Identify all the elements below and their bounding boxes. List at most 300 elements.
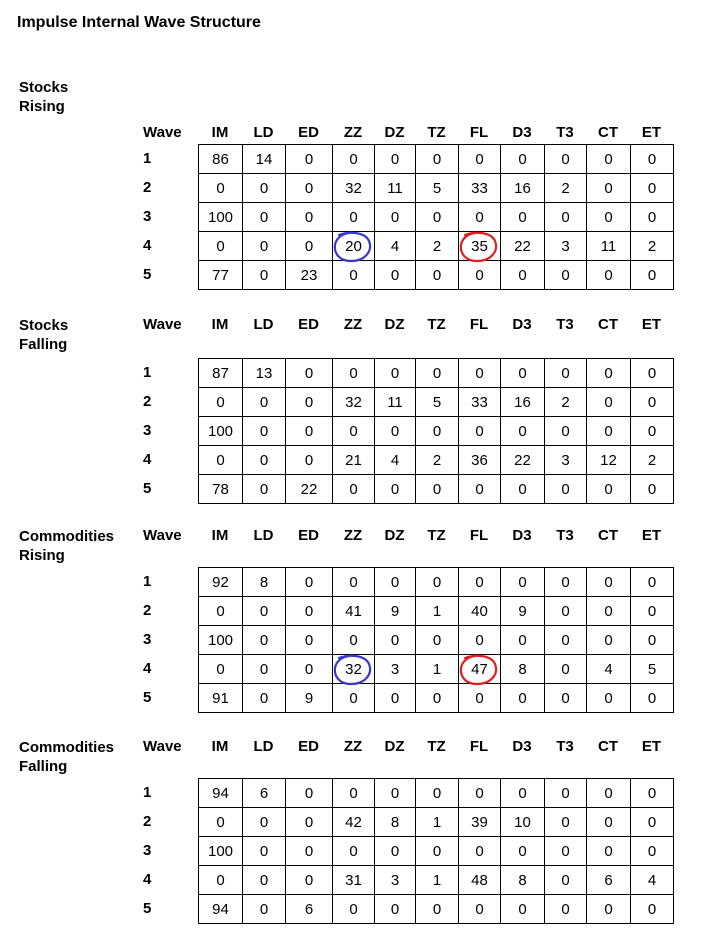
table-cell: 0 <box>587 597 631 626</box>
wave-number: 2 <box>143 179 152 196</box>
table-row <box>199 388 674 417</box>
table-cell: 0 <box>459 684 501 713</box>
table-cell: 0 <box>501 203 545 232</box>
table-cell: 0 <box>545 684 587 713</box>
table-row <box>199 684 674 713</box>
section-label-line: Commodities <box>19 739 115 756</box>
table-cell: 78 <box>199 475 243 504</box>
wave-number: 5 <box>143 900 152 917</box>
table-cell: 0 <box>375 359 416 388</box>
wave-column-header: Wave <box>143 738 182 755</box>
table-cell: 8 <box>501 866 545 895</box>
column-header-ld: LD <box>253 738 274 755</box>
wave-number: 1 <box>143 150 152 167</box>
table-row <box>199 626 674 655</box>
table-cell: 2 <box>416 446 459 475</box>
table-cell: 0 <box>286 655 333 684</box>
table-row <box>199 808 674 837</box>
table-cell: 0 <box>587 203 631 232</box>
table-cell: 0 <box>286 174 333 203</box>
wave-number: 3 <box>143 208 152 225</box>
section-label-line: Stocks <box>19 317 69 334</box>
column-header-ct: CT <box>598 738 618 755</box>
table-cell: 0 <box>587 359 631 388</box>
column-header-d3: D3 <box>512 124 532 141</box>
table-cell: 32 <box>333 655 375 684</box>
section-label-line: Rising <box>19 98 65 115</box>
table-row <box>199 417 674 446</box>
table-cell: 0 <box>286 446 333 475</box>
table-cell: 0 <box>587 808 631 837</box>
column-header-dz: DZ <box>384 738 405 755</box>
table-cell: 0 <box>375 895 416 924</box>
table-cell: 22 <box>286 475 333 504</box>
table-cell: 0 <box>631 568 674 597</box>
table-cell: 0 <box>333 145 375 174</box>
column-header-tz: TZ <box>427 738 446 755</box>
table-cell: 39 <box>459 808 501 837</box>
wave-table <box>198 778 674 924</box>
table-cell: 0 <box>631 837 674 866</box>
table-cell: 0 <box>286 808 333 837</box>
table-cell: 0 <box>459 568 501 597</box>
table-cell: 0 <box>587 779 631 808</box>
column-header-im: IM <box>211 316 229 333</box>
table-cell: 0 <box>286 597 333 626</box>
wave-column-header: Wave <box>143 316 182 333</box>
wave-number: 4 <box>143 237 152 254</box>
table-cell: 0 <box>375 568 416 597</box>
table-cell: 0 <box>459 203 501 232</box>
table-cell: 0 <box>587 895 631 924</box>
column-header-im: IM <box>211 124 229 141</box>
table-cell: 0 <box>545 597 587 626</box>
table-row <box>199 597 674 626</box>
section-label-line: Falling <box>19 336 68 353</box>
column-header-t3: T3 <box>556 738 574 755</box>
table-cell: 0 <box>243 684 286 713</box>
table-cell: 0 <box>243 866 286 895</box>
wave-number: 5 <box>143 266 152 283</box>
table-cell: 0 <box>199 232 243 261</box>
table-cell: 91 <box>199 684 243 713</box>
column-header-t3: T3 <box>556 527 574 544</box>
table-cell: 0 <box>199 866 243 895</box>
table-cell: 0 <box>416 895 459 924</box>
wave-number: 4 <box>143 451 152 468</box>
table-cell: 0 <box>545 837 587 866</box>
table-cell: 0 <box>459 895 501 924</box>
table-cell: 6 <box>243 779 286 808</box>
table-cell: 0 <box>587 417 631 446</box>
table-row <box>199 568 674 597</box>
table-cell: 0 <box>199 446 243 475</box>
table-cell: 0 <box>587 174 631 203</box>
table-cell: 2 <box>631 232 674 261</box>
table-cell: 0 <box>333 475 375 504</box>
page-title: Impulse Internal Wave Structure <box>17 14 261 31</box>
table-cell: 0 <box>587 145 631 174</box>
table-cell: 0 <box>587 388 631 417</box>
column-header-dz: DZ <box>384 316 405 333</box>
table-cell: 0 <box>375 475 416 504</box>
section-label <box>19 78 129 116</box>
table-cell: 0 <box>375 145 416 174</box>
table-cell: 13 <box>243 359 286 388</box>
wave-table <box>198 358 674 504</box>
table-cell: 6 <box>286 895 333 924</box>
table-cell: 35 <box>459 232 501 261</box>
table-cell: 16 <box>501 388 545 417</box>
table-cell: 0 <box>545 359 587 388</box>
table-row <box>199 866 674 895</box>
table-cell: 41 <box>333 597 375 626</box>
table-cell: 0 <box>333 261 375 290</box>
section-commodities-falling <box>0 726 714 926</box>
table-cell: 8 <box>243 568 286 597</box>
table-cell: 11 <box>587 232 631 261</box>
table-cell: 0 <box>416 684 459 713</box>
table-cell: 0 <box>286 626 333 655</box>
column-header-ed: ED <box>298 316 319 333</box>
table-cell: 0 <box>631 779 674 808</box>
table-cell: 0 <box>333 837 375 866</box>
table-cell: 0 <box>243 655 286 684</box>
table-cell: 0 <box>375 417 416 446</box>
table-cell: 0 <box>545 626 587 655</box>
table-cell: 0 <box>459 626 501 655</box>
column-header-ct: CT <box>598 316 618 333</box>
table-cell: 77 <box>199 261 243 290</box>
table-cell: 0 <box>286 568 333 597</box>
table-cell: 94 <box>199 895 243 924</box>
table-cell: 0 <box>333 895 375 924</box>
wave-number: 3 <box>143 631 152 648</box>
table-cell: 0 <box>243 232 286 261</box>
wave-number: 5 <box>143 689 152 706</box>
table-cell: 48 <box>459 866 501 895</box>
section-label-line: Commodities <box>19 528 115 545</box>
column-header-d3: D3 <box>512 738 532 755</box>
table-cell: 0 <box>545 261 587 290</box>
table-cell: 8 <box>375 808 416 837</box>
table-cell: 0 <box>286 145 333 174</box>
section-label-line: Falling <box>19 758 68 775</box>
table-cell: 0 <box>501 779 545 808</box>
column-header-ct: CT <box>598 527 618 544</box>
table-cell: 0 <box>375 203 416 232</box>
table-cell: 0 <box>459 779 501 808</box>
table-cell: 0 <box>587 837 631 866</box>
column-header-im: IM <box>211 527 229 544</box>
table-cell: 3 <box>545 232 587 261</box>
table-cell: 2 <box>631 446 674 475</box>
table-cell: 0 <box>459 837 501 866</box>
table-cell: 0 <box>243 261 286 290</box>
table-cell: 0 <box>631 417 674 446</box>
table-cell: 0 <box>243 597 286 626</box>
column-header-et: ET <box>641 124 662 141</box>
table-cell: 0 <box>501 475 545 504</box>
table-row <box>199 779 674 808</box>
column-header-dz: DZ <box>384 527 405 544</box>
table-row <box>199 232 674 261</box>
table-cell: 0 <box>501 359 545 388</box>
column-header-ld: LD <box>253 124 274 141</box>
table-cell: 0 <box>631 684 674 713</box>
table-cell: 6 <box>587 866 631 895</box>
table-cell: 8 <box>501 655 545 684</box>
wave-number: 4 <box>143 660 152 677</box>
column-header-tz: TZ <box>427 124 446 141</box>
table-cell: 0 <box>286 417 333 446</box>
table-row <box>199 837 674 866</box>
table-cell: 0 <box>631 203 674 232</box>
wave-number: 5 <box>143 480 152 497</box>
table-cell: 16 <box>501 174 545 203</box>
table-cell: 0 <box>587 684 631 713</box>
section-commodities-rising <box>0 515 714 715</box>
table-cell: 0 <box>631 174 674 203</box>
column-header-ed: ED <box>298 527 319 544</box>
table-cell: 9 <box>501 597 545 626</box>
table-cell: 1 <box>416 866 459 895</box>
table-cell: 0 <box>286 837 333 866</box>
table-cell: 1 <box>416 597 459 626</box>
wave-number: 2 <box>143 393 152 410</box>
table-cell: 0 <box>333 779 375 808</box>
table-cell: 0 <box>545 145 587 174</box>
table-cell: 21 <box>333 446 375 475</box>
wave-table <box>198 567 674 713</box>
table-cell: 0 <box>545 866 587 895</box>
table-cell: 0 <box>243 895 286 924</box>
column-header-t3: T3 <box>556 124 574 141</box>
table-cell: 4 <box>375 446 416 475</box>
section-label-line: Rising <box>19 547 65 564</box>
table-cell: 32 <box>333 388 375 417</box>
table-cell: 100 <box>199 417 243 446</box>
table-cell: 0 <box>243 174 286 203</box>
table-cell: 0 <box>501 145 545 174</box>
table-row <box>199 895 674 924</box>
table-cell: 0 <box>501 417 545 446</box>
wave-number: 2 <box>143 602 152 619</box>
table-cell: 0 <box>416 626 459 655</box>
table-cell: 0 <box>501 684 545 713</box>
table-cell: 94 <box>199 779 243 808</box>
table-cell: 0 <box>243 475 286 504</box>
table-cell: 40 <box>459 597 501 626</box>
table-cell: 2 <box>545 388 587 417</box>
column-header-ld: LD <box>253 316 274 333</box>
table-cell: 0 <box>333 626 375 655</box>
column-header-ed: ED <box>298 124 319 141</box>
table-cell: 0 <box>286 779 333 808</box>
table-cell: 9 <box>286 684 333 713</box>
table-cell: 0 <box>587 475 631 504</box>
table-cell: 0 <box>459 261 501 290</box>
table-cell: 0 <box>199 388 243 417</box>
wave-number: 4 <box>143 871 152 888</box>
table-cell: 0 <box>199 655 243 684</box>
table-cell: 0 <box>333 684 375 713</box>
column-header-zz: ZZ <box>343 738 363 755</box>
table-cell: 0 <box>333 203 375 232</box>
table-cell: 0 <box>416 568 459 597</box>
table-cell: 0 <box>545 203 587 232</box>
table-cell: 0 <box>199 808 243 837</box>
table-cell: 0 <box>333 568 375 597</box>
table-cell: 14 <box>243 145 286 174</box>
column-header-zz: ZZ <box>343 124 363 141</box>
column-header-et: ET <box>641 527 662 544</box>
table-cell: 0 <box>545 895 587 924</box>
column-header-d3: D3 <box>512 316 532 333</box>
column-header-d3: D3 <box>512 527 532 544</box>
wave-number: 2 <box>143 813 152 830</box>
table-cell: 1 <box>416 655 459 684</box>
table-row <box>199 261 674 290</box>
table-cell: 0 <box>459 475 501 504</box>
wave-number: 1 <box>143 784 152 801</box>
table-cell: 86 <box>199 145 243 174</box>
table-cell: 4 <box>375 232 416 261</box>
column-header-et: ET <box>641 316 662 333</box>
column-header-im: IM <box>211 738 229 755</box>
section-stocks-falling <box>0 304 714 504</box>
table-cell: 0 <box>459 359 501 388</box>
table-cell: 0 <box>545 417 587 446</box>
table-cell: 0 <box>631 388 674 417</box>
table-cell: 0 <box>459 145 501 174</box>
table-row <box>199 174 674 203</box>
section-stocks-rising <box>0 70 714 284</box>
wave-table <box>198 144 674 290</box>
table-cell: 2 <box>545 174 587 203</box>
table-cell: 0 <box>587 568 631 597</box>
table-cell: 0 <box>416 261 459 290</box>
column-header-ct: CT <box>598 124 618 141</box>
table-cell: 23 <box>286 261 333 290</box>
table-cell: 0 <box>501 895 545 924</box>
table-cell: 32 <box>333 174 375 203</box>
table-cell: 11 <box>375 174 416 203</box>
table-cell: 0 <box>286 359 333 388</box>
table-cell: 1 <box>416 808 459 837</box>
table-cell: 0 <box>286 232 333 261</box>
column-header-zz: ZZ <box>343 316 363 333</box>
table-cell: 0 <box>286 388 333 417</box>
table-cell: 11 <box>375 388 416 417</box>
table-cell: 0 <box>333 359 375 388</box>
table-cell: 0 <box>501 261 545 290</box>
wave-number: 1 <box>143 573 152 590</box>
table-cell: 0 <box>333 417 375 446</box>
table-cell: 100 <box>199 203 243 232</box>
column-header-tz: TZ <box>427 527 446 544</box>
table-cell: 87 <box>199 359 243 388</box>
wave-column-header: Wave <box>143 124 182 141</box>
table-cell: 0 <box>501 626 545 655</box>
table-cell: 0 <box>545 568 587 597</box>
section-label <box>19 527 129 565</box>
table-cell: 22 <box>501 232 545 261</box>
table-cell: 2 <box>416 232 459 261</box>
table-cell: 5 <box>416 388 459 417</box>
table-cell: 0 <box>199 597 243 626</box>
column-header-fl: FL <box>469 738 489 755</box>
column-header-zz: ZZ <box>343 527 363 544</box>
table-row <box>199 145 674 174</box>
table-cell: 0 <box>545 779 587 808</box>
table-cell: 0 <box>416 359 459 388</box>
table-cell: 0 <box>587 626 631 655</box>
column-header-dz: DZ <box>384 124 405 141</box>
table-cell: 47 <box>459 655 501 684</box>
table-row <box>199 446 674 475</box>
table-cell: 100 <box>199 626 243 655</box>
table-cell: 0 <box>587 261 631 290</box>
table-cell: 0 <box>243 417 286 446</box>
table-cell: 0 <box>459 417 501 446</box>
table-cell: 4 <box>587 655 631 684</box>
table-cell: 0 <box>243 626 286 655</box>
table-cell: 0 <box>243 203 286 232</box>
column-header-fl: FL <box>469 124 489 141</box>
column-header-tz: TZ <box>427 316 446 333</box>
section-label <box>19 316 129 354</box>
table-cell: 0 <box>416 145 459 174</box>
table-cell: 0 <box>243 837 286 866</box>
table-cell: 0 <box>243 446 286 475</box>
table-cell: 12 <box>587 446 631 475</box>
table-cell: 0 <box>286 866 333 895</box>
table-cell: 0 <box>416 475 459 504</box>
table-cell: 33 <box>459 174 501 203</box>
table-cell: 0 <box>545 475 587 504</box>
table-cell: 42 <box>333 808 375 837</box>
table-cell: 4 <box>631 866 674 895</box>
table-cell: 36 <box>459 446 501 475</box>
wave-number: 1 <box>143 364 152 381</box>
table-cell: 5 <box>631 655 674 684</box>
table-cell: 20 <box>333 232 375 261</box>
table-cell: 100 <box>199 837 243 866</box>
column-header-fl: FL <box>469 527 489 544</box>
table-cell: 3 <box>375 655 416 684</box>
column-header-ld: LD <box>253 527 274 544</box>
column-header-ed: ED <box>298 738 319 755</box>
table-cell: 31 <box>333 866 375 895</box>
table-cell: 0 <box>375 779 416 808</box>
table-cell: 0 <box>631 359 674 388</box>
table-cell: 5 <box>416 174 459 203</box>
section-label <box>19 738 129 776</box>
column-header-et: ET <box>641 738 662 755</box>
table-cell: 0 <box>375 837 416 866</box>
table-row <box>199 475 674 504</box>
table-cell: 33 <box>459 388 501 417</box>
table-cell: 9 <box>375 597 416 626</box>
table-cell: 0 <box>545 655 587 684</box>
table-cell: 0 <box>501 837 545 866</box>
section-label-line: Stocks <box>19 79 69 96</box>
table-cell: 3 <box>375 866 416 895</box>
table-cell: 0 <box>375 626 416 655</box>
wave-column-header: Wave <box>143 527 182 544</box>
table-cell: 0 <box>416 203 459 232</box>
